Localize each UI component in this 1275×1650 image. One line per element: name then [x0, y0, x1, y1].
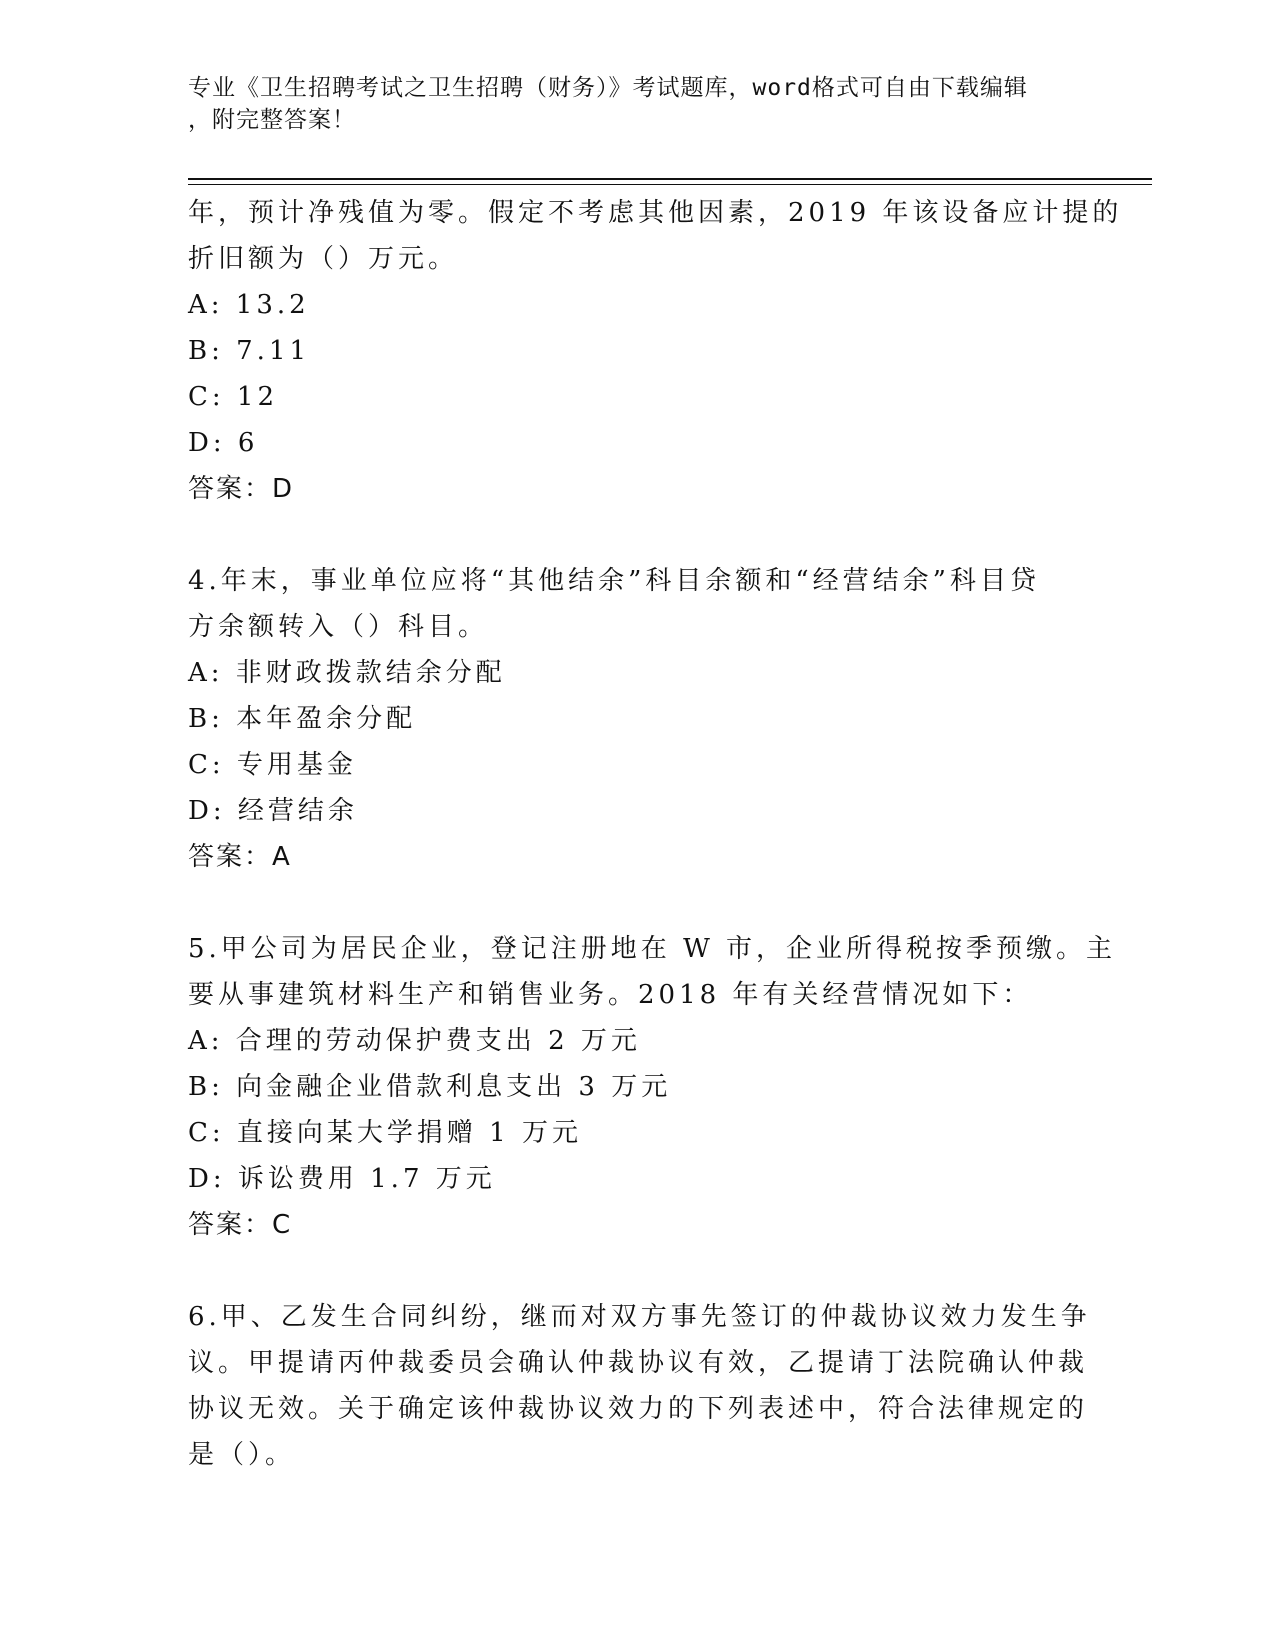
- question-6: [188, 1294, 1091, 1478]
- question-stem-line: 协议无效。关于确定该仲裁协议效力的下列表述中，符合法律规定的: [188, 1394, 1089, 1424]
- option-b: B: 本年盈余分配: [188, 704, 417, 734]
- option-a: A: 非财政拨款结余分配: [188, 658, 506, 688]
- question-stem-line: 议。甲提请丙仲裁委员会确认仲裁协议有效，乙提请丁法院确认仲裁: [188, 1348, 1089, 1378]
- header-line-1: 专业《卫生招聘考试之卫生招聘（财务）》考试题库，word格式可自由下载编辑: [188, 75, 1028, 101]
- header-rule-thin: [188, 184, 1152, 185]
- header-rule-thick: [188, 178, 1152, 180]
- question-stem-line: 方余额转入（）科目。: [188, 612, 489, 642]
- option-c: C: 专用基金: [188, 750, 357, 780]
- answer-line: 答案：C: [188, 1210, 293, 1240]
- question-stem-line: 5.甲公司为居民企业，登记注册地在 W 市，企业所得税按季预缴。主: [188, 934, 1117, 964]
- option-c: C: 直接向某大学捐赠 1 万元: [188, 1118, 582, 1148]
- option-a: A: 13.2: [188, 290, 310, 320]
- option-a: A: 合理的劳动保护费支出 2 万元: [188, 1026, 641, 1056]
- question-stem-line: 年，预计净残值为零。假定不考虑其他因素，2019 年该设备应计提的: [188, 198, 1123, 228]
- option-d: D: 6: [188, 428, 259, 458]
- option-b: B: 向金融企业借款利息支出 3 万元: [188, 1072, 672, 1102]
- option-d: D: 经营结余: [188, 796, 358, 826]
- answer-line: 答案：D: [188, 474, 295, 504]
- option-c: C: 12: [188, 382, 279, 412]
- question-stem-line: 是（）。: [188, 1440, 296, 1470]
- question-4: [188, 558, 1068, 880]
- question-3: [188, 190, 1123, 512]
- question-stem-line: 6.甲、乙发生合同纠纷，继而对双方事先签订的仲裁协议效力发生争: [188, 1302, 1091, 1332]
- question-5: [188, 926, 1117, 1248]
- question-stem-line: 要从事建筑材料生产和销售业务。2018 年有关经营情况如下：: [188, 980, 1033, 1010]
- question-list: [188, 190, 1123, 1478]
- document-header: [188, 72, 1068, 136]
- option-b: B: 7.11: [188, 336, 311, 366]
- answer-line: 答案：A: [188, 842, 292, 872]
- question-stem-line: 4.年末，事业单位应将“其他结余”科目余额和“经营结余”科目贷: [188, 566, 1040, 596]
- header-line-2: ，附完整答案！: [188, 107, 356, 133]
- option-d: D: 诉讼费用 1.7 万元: [188, 1164, 496, 1194]
- question-stem-line: 折旧额为（）万元。: [188, 244, 459, 274]
